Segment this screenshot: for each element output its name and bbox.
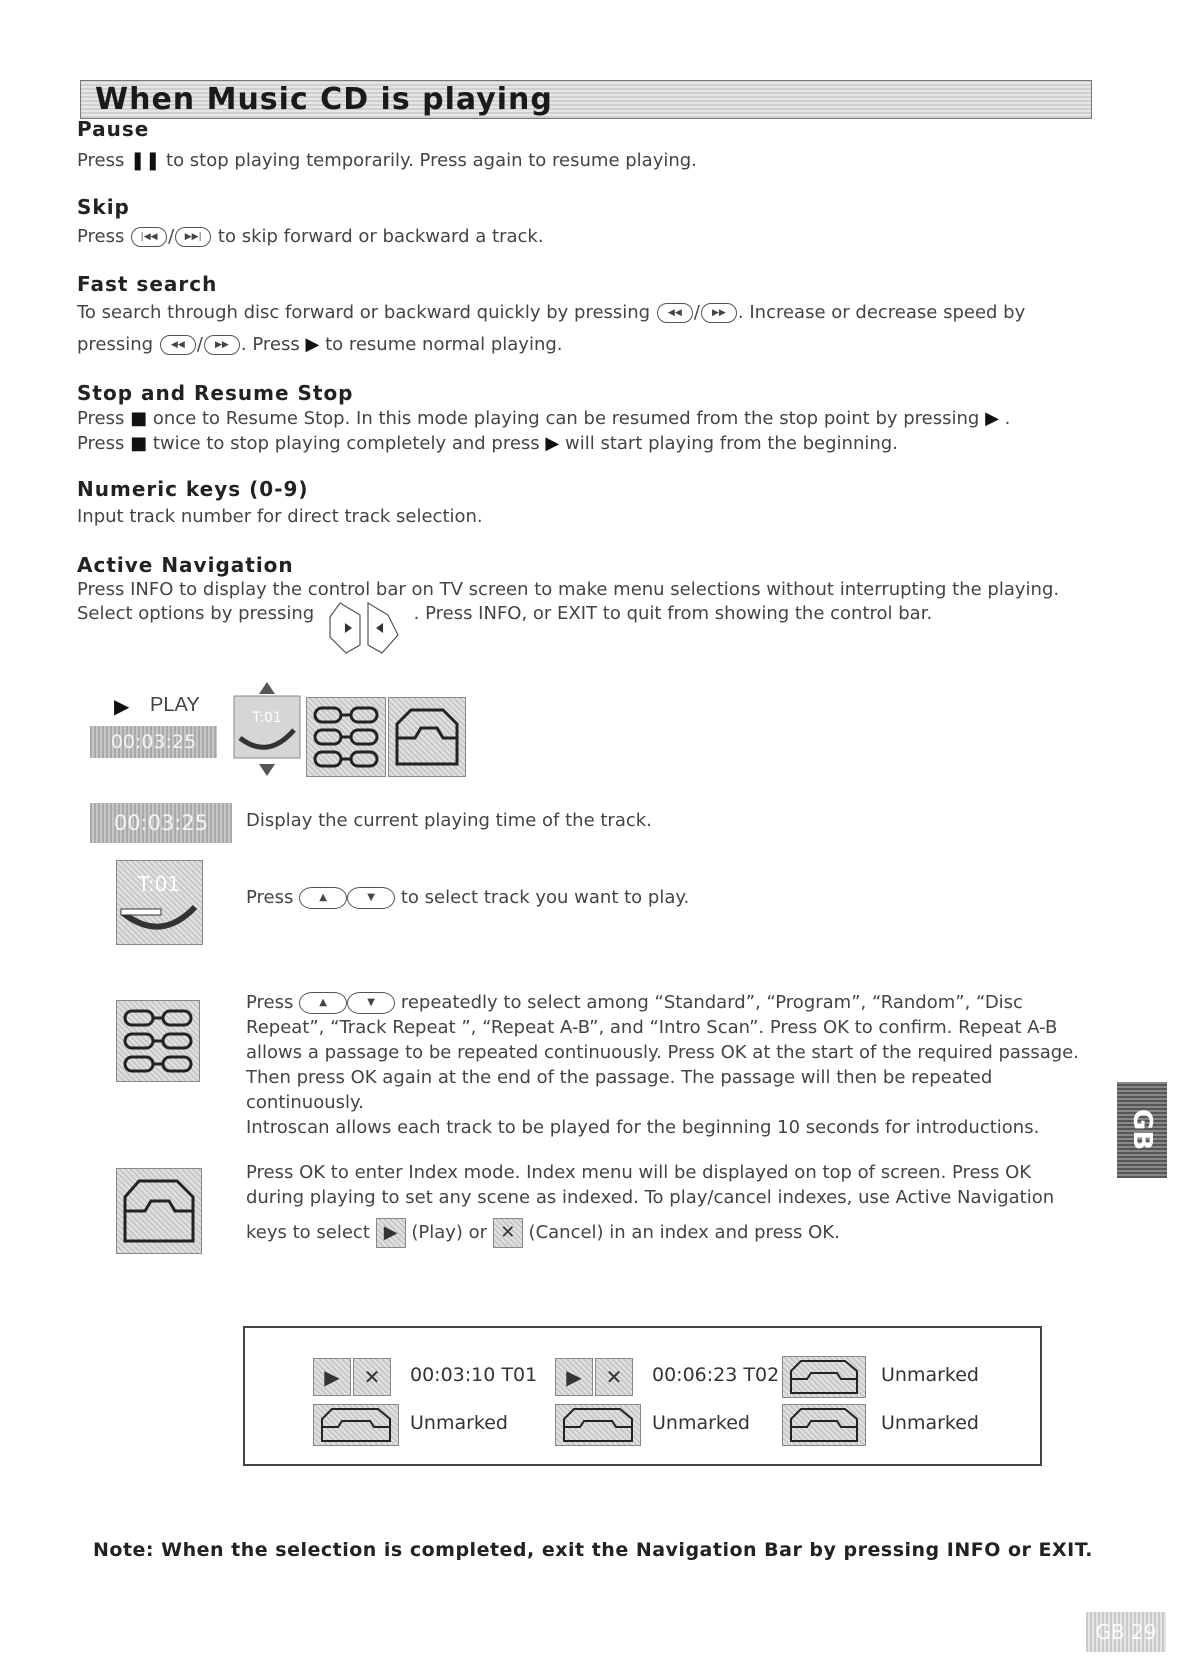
down-key-icon: ▼ bbox=[347, 887, 395, 909]
play-icon: ▶ bbox=[545, 433, 560, 454]
skip-forward-button-icon: ▶▶| bbox=[175, 227, 211, 247]
fast-forward-button-icon: ▶▶ bbox=[701, 303, 737, 323]
index-description: Press OK to enter Index mode. Index menu will be displayed on top of screen. Press OK during playing to set any scene as indexed. To play/cancel indexes, use Active Navigation keys to select ▶ (Play) or ✕ (Cancel) in an index and press OK. bbox=[246, 1160, 1096, 1248]
repeat-tile[interactable] bbox=[116, 1000, 200, 1082]
nav-heading: Active Navigation bbox=[77, 553, 294, 577]
index-entry-label: 00:06:23 T02 bbox=[652, 1364, 780, 1386]
track-select-tile[interactable] bbox=[116, 860, 203, 945]
control-bar-time[interactable]: 00:03:25 bbox=[90, 726, 217, 758]
index-tile[interactable] bbox=[116, 1168, 202, 1254]
note-text: Note: When the selection is completed, exit the Navigation Bar by pressing INFO or EXIT. bbox=[93, 1539, 1094, 1561]
index-cancel-button[interactable]: ✕ bbox=[595, 1358, 633, 1396]
play-label: PLAY bbox=[150, 694, 200, 716]
index-entry-label: Unmarked bbox=[881, 1364, 979, 1386]
repeat-description: Press ▲ ▼ repeatedly to select among “Standard”, “Program”, “Random”, “Disc Repeat”, “Track Repeat ”, “Repeat A-B”, and “Intro Scan”. Press OK to confirm. Repeat A-B allows a passage to be repeated continuously. Press OK at the start of the required passage. Then press OK again at the end of the passage. The passage will then be repeated continuously. Introscan allows each track to be played for the beginning 10 seconds for introductions. bbox=[246, 992, 1079, 1138]
fast-forward-button-icon: ▶▶ bbox=[204, 335, 240, 355]
stop-icon: ■ bbox=[130, 408, 148, 429]
page-number: GB 29 bbox=[1086, 1612, 1166, 1652]
left-right-keys-icon bbox=[326, 601, 402, 662]
up-arrow-icon bbox=[259, 682, 275, 694]
index-play-button[interactable]: ▶ bbox=[555, 1358, 593, 1396]
track-tile-label: T:01 bbox=[252, 710, 282, 726]
skip-heading: Skip bbox=[77, 195, 130, 219]
track-select-label: T:01 bbox=[137, 872, 181, 896]
index-cancel-icon: ✕ bbox=[493, 1218, 523, 1248]
stop-line2: Press ■ twice to stop playing completely and press ▶ will start playing from the beginning. bbox=[77, 433, 898, 454]
down-arrow-icon bbox=[259, 764, 275, 776]
banner-title: When Music CD is playing bbox=[95, 82, 553, 117]
index-play-icon: ▶ bbox=[376, 1218, 406, 1248]
repeat-mode-icon[interactable] bbox=[306, 697, 386, 777]
section-banner bbox=[80, 80, 1092, 119]
index-unmarked-icon[interactable] bbox=[782, 1404, 866, 1446]
play-icon: ▶ bbox=[985, 408, 999, 429]
index-unmarked-icon[interactable] bbox=[555, 1404, 641, 1446]
index-entry-label: Unmarked bbox=[652, 1412, 750, 1434]
skip-back-button-icon: |◀◀ bbox=[131, 227, 167, 247]
rewind-button-icon: ◀◀ bbox=[657, 303, 693, 323]
index-entry-label: Unmarked bbox=[410, 1412, 508, 1434]
nav-line2: Select options by pressing . Press INFO, or EXIT to quit from showing the control bar. bbox=[77, 601, 932, 662]
time-display-text: Display the current playing time of the track. bbox=[246, 810, 652, 831]
nav-line1: Press INFO to display the control bar on TV screen to make menu selections without interrupting the playing. bbox=[77, 579, 1060, 600]
index-entry-label: 00:03:10 T01 bbox=[410, 1364, 538, 1386]
time-display-tile[interactable]: 00:03:25 bbox=[90, 803, 232, 843]
numeric-heading: Numeric keys (0-9) bbox=[77, 477, 309, 501]
up-key-icon: ▲ bbox=[299, 887, 347, 909]
index-menu bbox=[243, 1326, 1042, 1466]
index-unmarked-icon[interactable] bbox=[313, 1404, 399, 1446]
down-key-icon: ▼ bbox=[347, 992, 395, 1014]
index-entry-label: Unmarked bbox=[881, 1412, 979, 1434]
pause-heading: Pause bbox=[77, 117, 150, 141]
stop-line1: Press ■ once to Resume Stop. In this mode playing can be resumed from the stop point by pressing ▶ . bbox=[77, 408, 1011, 429]
skip-text: Press |◀◀ / ▶▶| to skip forward or backward a track. bbox=[77, 226, 544, 247]
index-unmarked-icon[interactable] bbox=[782, 1356, 866, 1398]
index-cancel-button[interactable]: ✕ bbox=[353, 1358, 391, 1396]
stop-icon: ■ bbox=[130, 433, 148, 454]
pause-icon: ❚❚ bbox=[130, 150, 161, 171]
stop-heading: Stop and Resume Stop bbox=[77, 381, 354, 405]
pause-text: Press ❚❚ to stop playing temporarily. Press again to resume playing. bbox=[77, 150, 697, 171]
language-tab: GB bbox=[1117, 1082, 1167, 1178]
control-bar-track-tile[interactable] bbox=[232, 682, 302, 776]
control-bar-play bbox=[90, 690, 215, 724]
play-icon: ▶ bbox=[305, 334, 320, 355]
fast-search-line1: To search through disc forward or backward quickly by pressing ◀◀ / ▶▶ . Increase or decrease speed by bbox=[77, 302, 1026, 323]
fast-search-heading: Fast search bbox=[77, 272, 218, 296]
numeric-text: Input track number for direct track selection. bbox=[77, 506, 483, 527]
play-icon: ▶ bbox=[114, 694, 130, 718]
track-select-text: Press ▲ ▼ to select track you want to play. bbox=[246, 887, 690, 908]
up-key-icon: ▲ bbox=[299, 992, 347, 1014]
fast-search-line2: pressing ◀◀ / ▶▶ . Press ▶ to resume normal playing. bbox=[77, 334, 563, 355]
index-icon[interactable] bbox=[388, 697, 466, 777]
rewind-button-icon: ◀◀ bbox=[160, 335, 196, 355]
index-play-button[interactable]: ▶ bbox=[313, 1358, 351, 1396]
